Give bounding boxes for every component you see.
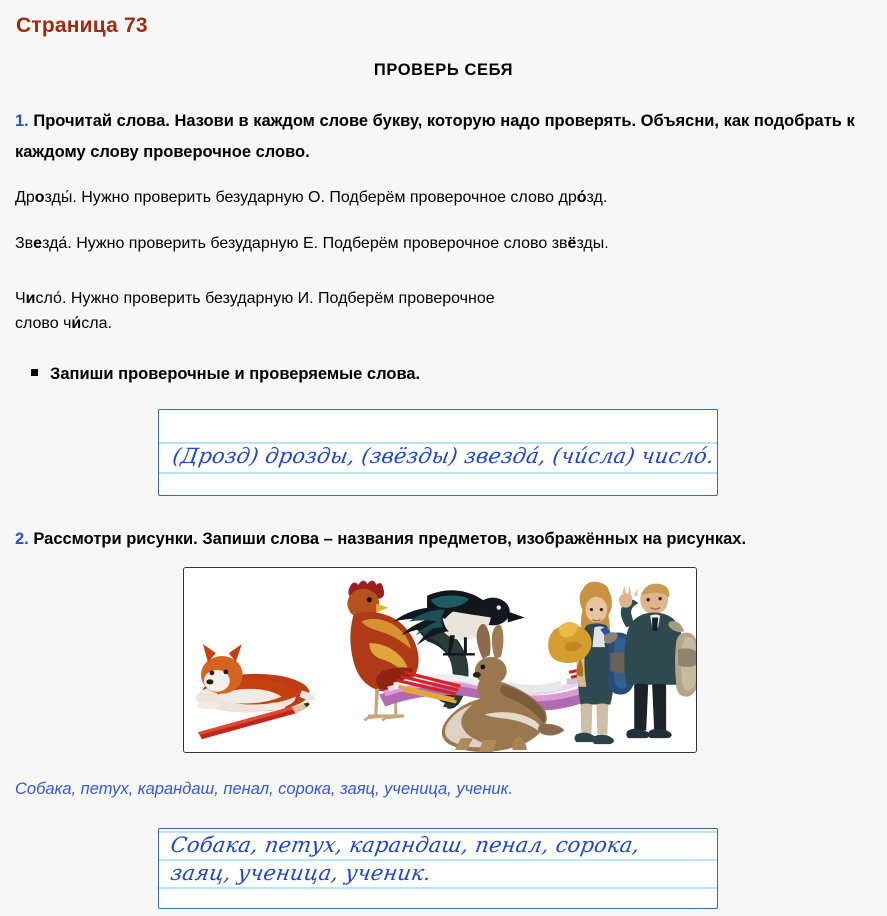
example-2-word-pre: Зв bbox=[15, 235, 34, 252]
handwritten-answer-2-line-1: Собака, петух, карандаш, пенал, сорока, bbox=[169, 833, 642, 857]
section-heading: ПРОВЕРЬ СЕБЯ bbox=[373, 61, 514, 79]
example-3-word-post: сло́ bbox=[35, 290, 62, 307]
example-3-word-pre: Ч bbox=[15, 290, 26, 307]
task-1-text: Прочитай слова. Назови в каждом слове букву, которую надо проверять. Объясни, как подобрать к каждому слову проверочное слово. bbox=[15, 112, 855, 161]
handwritten-answer-1: (Дрозд) дрозды, (звёзды) звезда́, (чи́сла) число́. bbox=[171, 444, 716, 468]
example-3-line2-pre: слово ч bbox=[15, 315, 72, 332]
task-2-number: 2. bbox=[15, 530, 29, 548]
task-1-number: 1. bbox=[15, 112, 29, 130]
example-line-2 bbox=[15, 231, 875, 256]
bullet-item-label: Запиши проверочные и проверяемые слова. bbox=[50, 365, 421, 383]
example-2-check-stressed: ё bbox=[567, 235, 577, 252]
handwritten-answer-2-line-2: заяц, ученица, ученик. bbox=[169, 861, 433, 885]
example-1-check-stressed: о́ bbox=[576, 189, 587, 206]
example-2-sentence: . Нужно проверить безударную Е. Подберём проверочное слово зв bbox=[67, 235, 568, 252]
example-1-word-post: зды́ bbox=[44, 189, 73, 206]
example-3-check-stressed: и́ bbox=[71, 315, 82, 332]
picture-panel bbox=[183, 567, 697, 753]
example-1-check-post: зд. bbox=[586, 189, 608, 206]
example-line-1 bbox=[15, 185, 875, 210]
example-2-word-post: зда́ bbox=[42, 235, 68, 252]
square-bullet-icon bbox=[31, 369, 38, 376]
example-3-sentence: . Нужно проверить безударную И. Подберём проверочное bbox=[61, 290, 495, 307]
task-1-instruction bbox=[15, 106, 877, 168]
answer-word-list: Собака, петух, карандаш, пенал, сорока, заяц, ученица, ученик. bbox=[15, 780, 513, 798]
rule-line-bottom bbox=[159, 472, 717, 474]
answer-writing-box-1[interactable] bbox=[158, 409, 718, 496]
example-line-3 bbox=[15, 286, 875, 336]
example-1-sentence: . Нужно проверить безударную О. Подберём проверочное слово др bbox=[72, 189, 577, 206]
example-1-word-pre: Др bbox=[15, 189, 35, 206]
example-2-check-post: зды. bbox=[576, 235, 609, 252]
example-3-stressed-letter: и bbox=[25, 290, 36, 307]
task-2-text: Рассмотри рисунки. Запиши слова – названия предметов, изображённых на рисунках. bbox=[28, 530, 747, 548]
example-3-check-post: сла. bbox=[81, 315, 112, 332]
answer-writing-box-2[interactable] bbox=[158, 828, 718, 909]
rule-line-3 bbox=[159, 887, 717, 889]
example-1-stressed-letter: о bbox=[34, 189, 45, 206]
picture-illustration bbox=[184, 568, 696, 752]
task-2-instruction bbox=[15, 524, 877, 555]
task-1-bullet-item bbox=[15, 363, 855, 385]
example-2-stressed-letter: е bbox=[33, 235, 43, 252]
page-title: Страница 73 bbox=[16, 14, 148, 37]
